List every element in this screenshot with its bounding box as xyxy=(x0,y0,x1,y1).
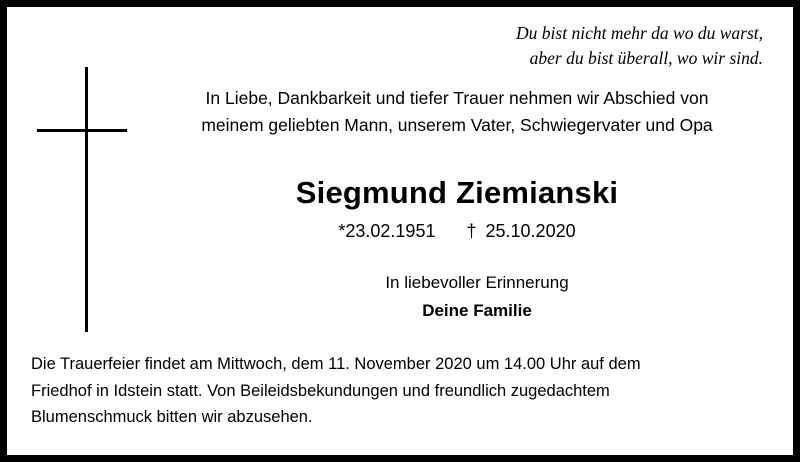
details-line-1: Die Trauerfeier findet am Mittwoch, dem 11. November 2020 um 14.00 Uhr auf dem xyxy=(31,355,641,373)
closing-block xyxy=(187,269,767,325)
intro-text xyxy=(147,85,767,139)
cross-icon xyxy=(37,67,127,332)
epitaph-text xyxy=(283,21,763,72)
birth-date: *23.02.1951 xyxy=(338,221,436,241)
dagger-icon: † xyxy=(466,221,477,241)
epitaph-line-2: aber du bist überall, wo wir sind. xyxy=(529,48,763,69)
deceased-name: Siegmund Ziemianski xyxy=(295,175,619,210)
cross-horizontal-bar xyxy=(37,129,127,132)
memory-line: In liebevoller Erinnerung xyxy=(385,273,569,292)
details-line-3: Blumenschmuck bitten wir abzusehen. xyxy=(31,408,313,427)
death-date: 25.10.2020 xyxy=(485,221,576,241)
family-signature: Deine Familie xyxy=(422,301,532,321)
intro-line-1: In Liebe, Dankbarkeit und tiefer Trauer nehmen wir Abschied von xyxy=(205,88,709,108)
obituary-content xyxy=(7,7,793,455)
intro-line-2: meinem geliebten Mann, unserem Vater, Schwiegervater und Opa xyxy=(201,115,713,136)
cross-vertical-bar xyxy=(85,67,88,332)
life-dates xyxy=(147,221,767,242)
funeral-details xyxy=(31,351,769,431)
epitaph-line-1: Du bist nicht mehr da wo du warst, xyxy=(516,23,763,43)
details-line-2: Friedhof in Idstein statt. Von Beileidsbekundungen und freundlich zugedachtem xyxy=(31,381,610,400)
